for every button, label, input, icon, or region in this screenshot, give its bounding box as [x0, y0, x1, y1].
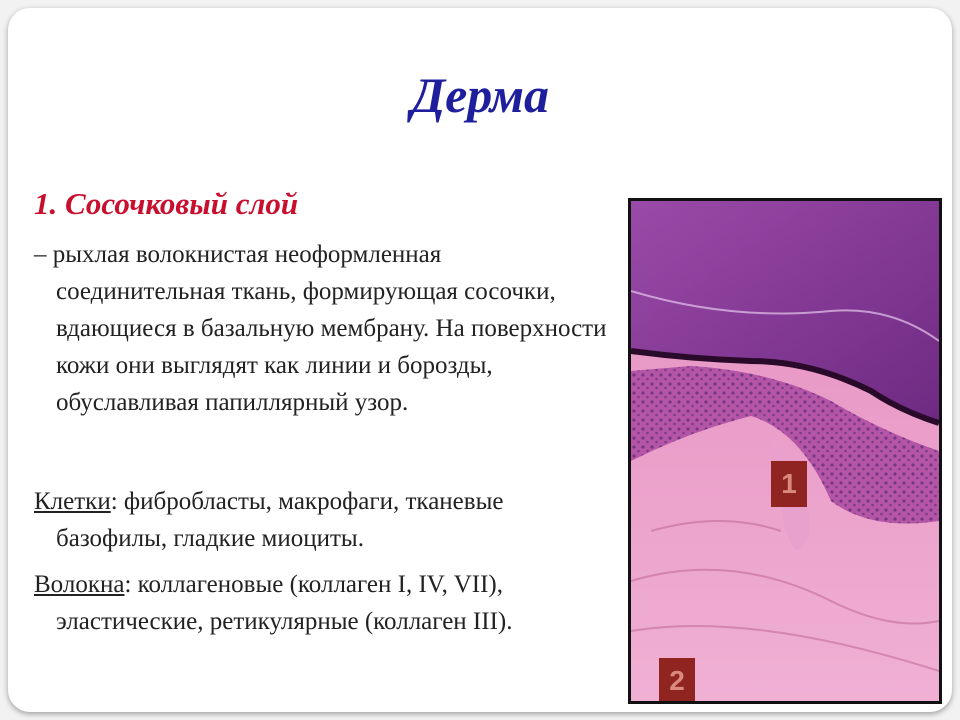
micrograph-illustration — [631, 201, 939, 701]
fibers-text: : коллагеновые (коллаген I, IV, VII), эластические, ретикулярные (коллаген III). — [56, 571, 513, 635]
cells-label: Клетки — [34, 488, 111, 515]
slide-title: Дерма — [410, 67, 550, 123]
fibers-label: Волокна — [34, 571, 125, 598]
marker-1: 1 — [771, 461, 807, 507]
description-paragraph: – рыхлая волокнистая неоформленная соединительная ткань, формирующая сосочки, вдающиеся в базальную мембрану. На поверхности кожи они выглядят как линии и борозды, обуславливая папиллярный узор. — [34, 241, 607, 416]
cells-text: : фибробласты, макрофаги, тканевые базофилы, гладкие миоциты. — [56, 488, 504, 552]
section-heading: 1. Сосочковый слой — [34, 186, 299, 221]
marker-2: 2 — [659, 658, 695, 704]
fibers-paragraph — [34, 566, 616, 640]
cells-paragraph — [34, 483, 616, 557]
slide — [8, 8, 952, 712]
skin-micrograph — [628, 198, 942, 704]
